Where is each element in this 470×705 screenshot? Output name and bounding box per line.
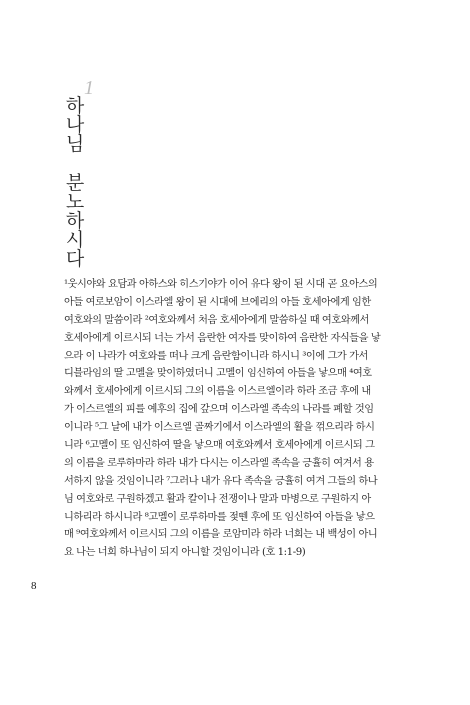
text-line: 매 ⁹여호와께서 이르시되 그의 이름을 로암미라 하라 너희는 내 백성이 아니	[64, 529, 378, 541]
chapter-title-char: 하	[65, 95, 85, 117]
page-number: 8	[31, 580, 37, 592]
text-line: 호세아에게 이르시되 너는 가서 음란한 여자를 맞이하여 음란한 자식들을 낳	[64, 332, 381, 344]
text-line: 의 이름을 로루하마라 하라 내가 다시는 이스라엘 족속을 긍휼히 여겨서 용	[64, 457, 374, 469]
text-line: 으라 이 나라가 여호와를 떠나 크게 음란함이니라 하시니 ³이에 그가 가서	[64, 350, 368, 362]
chapter-title-char: 하	[65, 210, 85, 232]
chapter-title	[62, 97, 88, 269]
text-line: 니라 ⁶고멜이 또 임신하여 딸을 낳으매 여호와께서 호세아에게 이르시되 그	[64, 440, 375, 452]
text-line: 님 여호와로 구원하겠고 활과 칼이나 전쟁이나 말과 마병으로 구원하지 아	[64, 493, 371, 505]
text-line: 와께서 호세아에게 이르시되 그의 이름을 이스르엘이라 하라 조금 후에 내	[64, 386, 371, 398]
chapter-title-char: 님	[65, 133, 85, 155]
scripture-passage	[64, 276, 410, 562]
text-line: ¹웃시야와 요담과 아하스와 히스기야가 이어 유다 왕이 된 시대 곧 요아스의	[64, 279, 378, 290]
text-line: 여호와의 말씀이라 ²여호와께서 처음 호세아에게 말씀하실 때 여호와께서	[64, 314, 369, 326]
text-line: 이니라 ⁵그 날에 내가 이스르엘 골짜기에서 이스라엘의 활을 꺾으리라 하시	[64, 422, 375, 434]
chapter-number: 1	[84, 77, 94, 99]
text-line: 요 나는 너희 하나님이 되지 아니할 것임이니라 (호 1:1-9)	[64, 547, 306, 559]
text-line: 디블라임의 딸 고멜을 맞이하였더니 고멜이 임신하여 아들을 낳으매 ⁴여호	[64, 368, 372, 380]
text-line: 서하지 않을 것임이니라 ⁷그러나 내가 유다 족속을 긍휼히 여겨 그들의 하나	[64, 475, 378, 487]
text-line: 아들 여로보암이 이스라엘 왕이 된 시대에 브에리의 아들 호세아에게 임한	[64, 296, 371, 308]
chapter-title-char: 시	[65, 229, 85, 251]
chapter-title-char: 노	[65, 191, 85, 213]
text-line: 가 이스르엘의 피를 예후의 집에 갚으며 이스라엘 족속의 나라를 폐할 것임	[64, 404, 374, 416]
chapter-title-char: 나	[65, 114, 85, 136]
text-line: 니하리라 하시니라 ⁸고멜이 로루하마를 젖뗀 후에 또 임신하여 아들을 낳으	[64, 511, 375, 523]
chapter-title-char: 분	[65, 172, 85, 194]
chapter-title-char: 다	[65, 248, 85, 270]
